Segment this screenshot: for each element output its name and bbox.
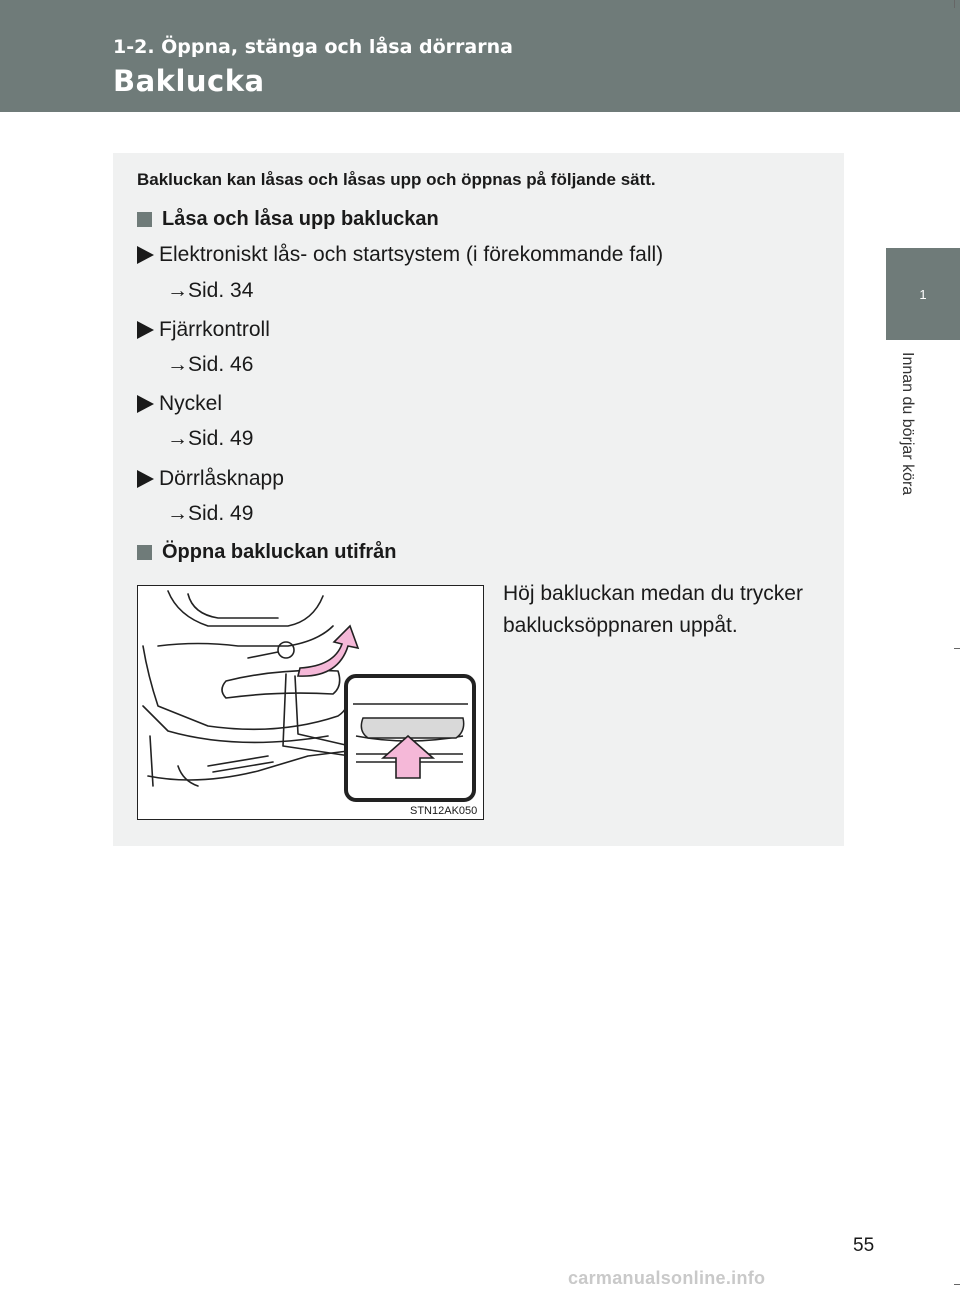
triangle-bullet-icon bbox=[137, 246, 154, 264]
list-item bbox=[137, 318, 270, 342]
instruction-text: Höj bakluckan medan du trycker baklucksöppnaren uppåt. bbox=[503, 582, 803, 637]
tailgate-opener bbox=[361, 718, 463, 738]
watermark: carmanualsonline.info bbox=[568, 1268, 766, 1288]
item-label: Nyckel bbox=[159, 392, 223, 415]
list-item bbox=[137, 392, 222, 416]
section-label: 1-2. Öppna, stänga och låsa dörrarna bbox=[113, 36, 513, 58]
car-rear-drawing bbox=[138, 586, 483, 819]
chapter-title: Innan du börjar köra bbox=[899, 352, 916, 496]
square-bullet-icon bbox=[137, 545, 152, 560]
page-reference[interactable]: →Sid. 49 bbox=[167, 427, 254, 450]
triangle-bullet-icon bbox=[137, 395, 154, 413]
triangle-bullet-icon bbox=[137, 321, 154, 339]
chapter-number: 1 bbox=[919, 286, 927, 302]
heading-text: Låsa och låsa upp bakluckan bbox=[162, 208, 439, 230]
crop-mark bbox=[954, 648, 960, 649]
item-label: Dörrlåsknapp bbox=[159, 467, 284, 490]
triangle-bullet-icon bbox=[137, 470, 154, 488]
lift-arrow-icon bbox=[298, 626, 358, 676]
page-reference[interactable]: →Sid. 49 bbox=[167, 502, 254, 525]
square-bullet-icon bbox=[137, 212, 152, 227]
intro-text: Bakluckan kan låsas och låsas upp och öppnas på följande sätt. bbox=[137, 170, 656, 189]
list-item bbox=[137, 243, 663, 267]
crop-mark bbox=[954, 1284, 960, 1285]
crop-mark bbox=[954, 0, 955, 8]
item-label: Elektroniskt lås- och startsystem (i förekommande fall) bbox=[159, 243, 664, 266]
page-reference[interactable]: →Sid. 34 bbox=[167, 279, 254, 302]
heading-text: Öppna bakluckan utifrån bbox=[162, 541, 397, 563]
page-title: Baklucka bbox=[113, 64, 265, 98]
item-label: Fjärrkontroll bbox=[159, 318, 270, 341]
page-number: 55 bbox=[853, 1235, 875, 1256]
tailgate-illustration bbox=[137, 585, 484, 820]
heading-open-outside bbox=[137, 541, 396, 564]
illustration-code: STN12AK050 bbox=[410, 805, 478, 817]
heading-lock-unlock bbox=[137, 208, 439, 231]
list-item bbox=[137, 467, 284, 491]
page-header bbox=[0, 0, 960, 112]
chapter-tab[interactable] bbox=[886, 248, 960, 340]
page-reference[interactable]: →Sid. 46 bbox=[167, 353, 254, 376]
